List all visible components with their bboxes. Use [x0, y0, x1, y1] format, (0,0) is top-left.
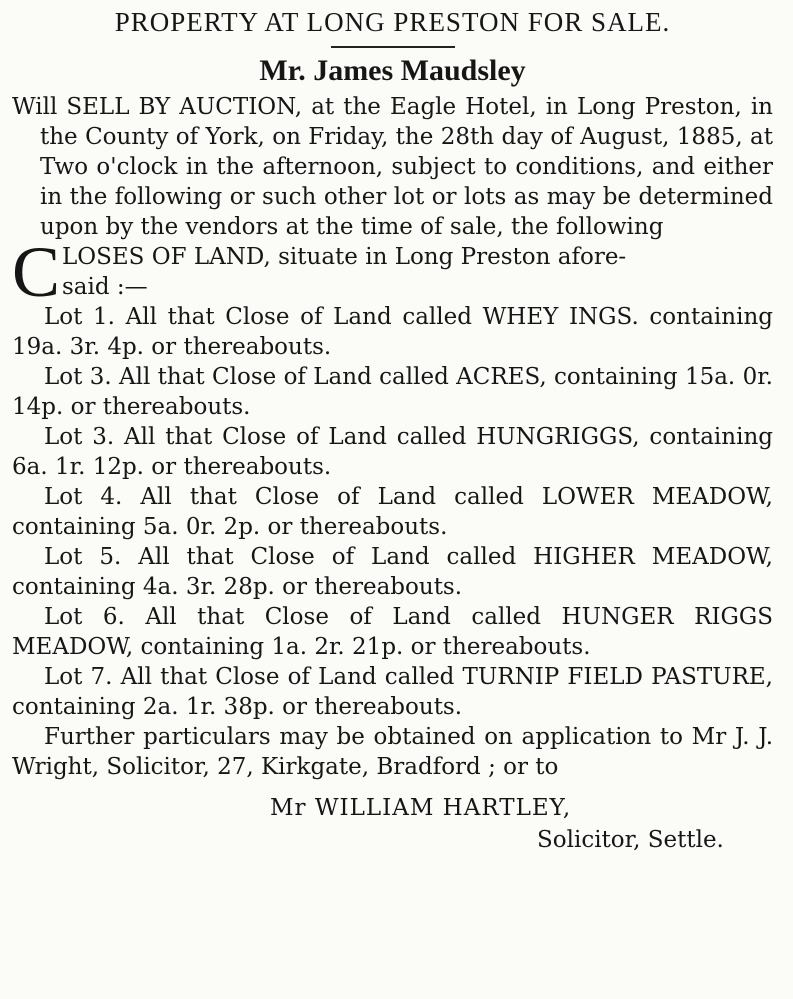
lot-3-hungriggs: Lot 3. All that Close of Land called HUNGRIGGS, containing 6a. 1r. 12p. or thereabouts.	[12, 424, 773, 480]
lot-3-acres: Lot 3. All that Close of Land called ACRES, containing 15a. 0r. 14p. or thereabouts.	[12, 364, 773, 420]
closes-tail: said :—	[62, 274, 148, 300]
lot-7: Lot 7. All that Close of Land called TURNIP FIELD PASTURE, containing 2a. 1r. 38p. or thereabouts.	[12, 664, 773, 720]
lot-6: Lot 6. All that Close of Land called HUNGER RIGGS MEADOW, containing 1a. 2r. 21p. or thereabouts.	[12, 604, 773, 660]
heading-divider	[331, 46, 455, 48]
notice-heading: PROPERTY AT LONG PRESTON FOR SALE.	[114, 7, 671, 37]
lot-1: Lot 1. All that Close of Land called WHEY INGS. containing 19a. 3r. 4p. or thereabouts.	[12, 304, 773, 360]
closes-text: LOSES OF LAND, situate in Long Preston afore-	[62, 244, 627, 270]
further-particulars: Further particulars may be obtained on application to Mr J. J. Wright, Solicitor, 27, Kirkgate, Bradford ; or to	[12, 724, 773, 780]
signatory-name: Mr WILLIAM HARTLEY,	[270, 795, 572, 821]
lot-5: Lot 5. All that Close of Land called HIGHER MEADOW, containing 4a. 3r. 28p. or thereabouts.	[12, 544, 773, 600]
seller-name: Mr. James Maudsley	[259, 54, 526, 87]
signatory-title: Solicitor, Settle.	[537, 827, 724, 853]
lot-4: Lot 4. All that Close of Land called LOWER MEADOW, containing 5a. 0r. 2p. or thereabouts.	[12, 484, 773, 540]
intro-paragraph: Will SELL BY AUCTION, at the Eagle Hotel, in Long Preston, in the County of York, on Friday, the 28th day of August, 1885, at Two o'clock in the afternoon, subject to conditions, and either in the following or such other lot or lots as may be determined upon by the vendors at the time of sale, the following	[12, 94, 773, 240]
drop-cap-letter: C	[12, 232, 61, 312]
closes-of-land-paragraph	[12, 232, 773, 312]
